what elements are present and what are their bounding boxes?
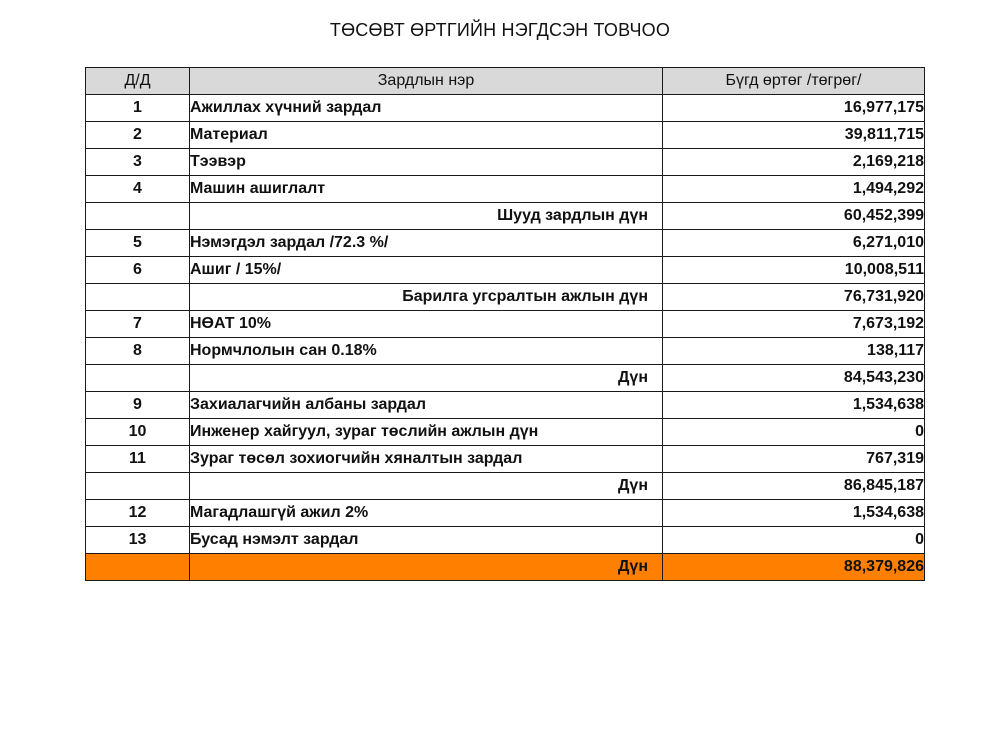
row-cost-value: 138,117 xyxy=(663,338,925,365)
row-cost-value: 2,169,218 xyxy=(663,149,925,176)
row-cost-name: Машин ашиглалт xyxy=(190,176,663,203)
subtotal-label: Барилга угсралтын ажлын дүн xyxy=(190,284,663,311)
column-header-number: Д/Д xyxy=(86,68,190,95)
row-number: 12 xyxy=(86,500,190,527)
row-number xyxy=(86,365,190,392)
row-cost-name: Захиалагчийн албаны зардал xyxy=(190,392,663,419)
row-cost-name: Тээвэр xyxy=(190,149,663,176)
row-cost-value: 767,319 xyxy=(663,446,925,473)
table-row xyxy=(86,446,925,473)
row-cost-name: Нэмэгдэл зардал /72.3 %/ xyxy=(190,230,663,257)
row-cost-name: НӨАТ 10% xyxy=(190,311,663,338)
row-cost-value: 0 xyxy=(663,527,925,554)
subtotal-label: Дүн xyxy=(190,473,663,500)
row-cost-name: Нормчлолын сан 0.18% xyxy=(190,338,663,365)
table-row xyxy=(86,338,925,365)
table-row xyxy=(86,392,925,419)
row-number: 6 xyxy=(86,257,190,284)
row-number: 11 xyxy=(86,446,190,473)
subtotal-value: 86,845,187 xyxy=(663,473,925,500)
subtotal-value: 84,543,230 xyxy=(663,365,925,392)
grand-total-value: 88,379,826 xyxy=(663,554,925,581)
row-number: 5 xyxy=(86,230,190,257)
row-cost-name: Материал xyxy=(190,122,663,149)
row-cost-name: Ашиг / 15%/ xyxy=(190,257,663,284)
row-cost-name: Инженер хайгуул, зураг төслийн ажлын дүн xyxy=(190,419,663,446)
row-cost-name: Магадлашгүй ажил 2% xyxy=(190,500,663,527)
table-row xyxy=(86,311,925,338)
column-header-cost-name: Зардлын нэр xyxy=(190,68,663,95)
subtotal-row xyxy=(86,203,925,230)
row-number xyxy=(86,203,190,230)
table-row xyxy=(86,95,925,122)
row-number: 9 xyxy=(86,392,190,419)
table-row xyxy=(86,257,925,284)
row-number: 7 xyxy=(86,311,190,338)
table-row xyxy=(86,122,925,149)
subtotal-row xyxy=(86,284,925,311)
cost-summary-table xyxy=(85,67,925,581)
table-row xyxy=(86,176,925,203)
row-cost-name: Бусад нэмэлт зардал xyxy=(190,527,663,554)
row-cost-value: 39,811,715 xyxy=(663,122,925,149)
column-header-total-cost: Бүгд өртөг /төгрөг/ xyxy=(663,68,925,95)
row-number: 4 xyxy=(86,176,190,203)
subtotal-value: 60,452,399 xyxy=(663,203,925,230)
row-number: 1 xyxy=(86,95,190,122)
row-number: 3 xyxy=(86,149,190,176)
table-header-row xyxy=(86,68,925,95)
subtotal-value: 76,731,920 xyxy=(663,284,925,311)
row-cost-value: 1,534,638 xyxy=(663,392,925,419)
row-cost-value: 1,534,638 xyxy=(663,500,925,527)
row-cost-value: 7,673,192 xyxy=(663,311,925,338)
row-number: 2 xyxy=(86,122,190,149)
table-row xyxy=(86,230,925,257)
row-cost-value: 6,271,010 xyxy=(663,230,925,257)
subtotal-row xyxy=(86,473,925,500)
subtotal-label: Шууд зардлын дүн xyxy=(190,203,663,230)
row-number xyxy=(86,473,190,500)
row-number: 8 xyxy=(86,338,190,365)
row-cost-value: 0 xyxy=(663,419,925,446)
row-cost-value: 10,008,511 xyxy=(663,257,925,284)
row-number: 13 xyxy=(86,527,190,554)
subtotal-label: Дүн xyxy=(190,365,663,392)
grand-total-label: Дүн xyxy=(190,554,663,581)
row-cost-value: 16,977,175 xyxy=(663,95,925,122)
table-row xyxy=(86,500,925,527)
table-row xyxy=(86,149,925,176)
subtotal-row xyxy=(86,365,925,392)
grand-total-row xyxy=(86,554,925,581)
grand-total-number xyxy=(86,554,190,581)
row-cost-name: Зураг төсөл зохиогчийн хяналтын зардал xyxy=(190,446,663,473)
row-cost-name: Ажиллах хүчний зардал xyxy=(190,95,663,122)
page-title: ТӨСӨВТ ӨРТГИЙН НЭГДСЭН ТОВЧОО xyxy=(329,20,671,40)
table-row xyxy=(86,419,925,446)
row-cost-value: 1,494,292 xyxy=(663,176,925,203)
table-row xyxy=(86,527,925,554)
row-number xyxy=(86,284,190,311)
row-number: 10 xyxy=(86,419,190,446)
